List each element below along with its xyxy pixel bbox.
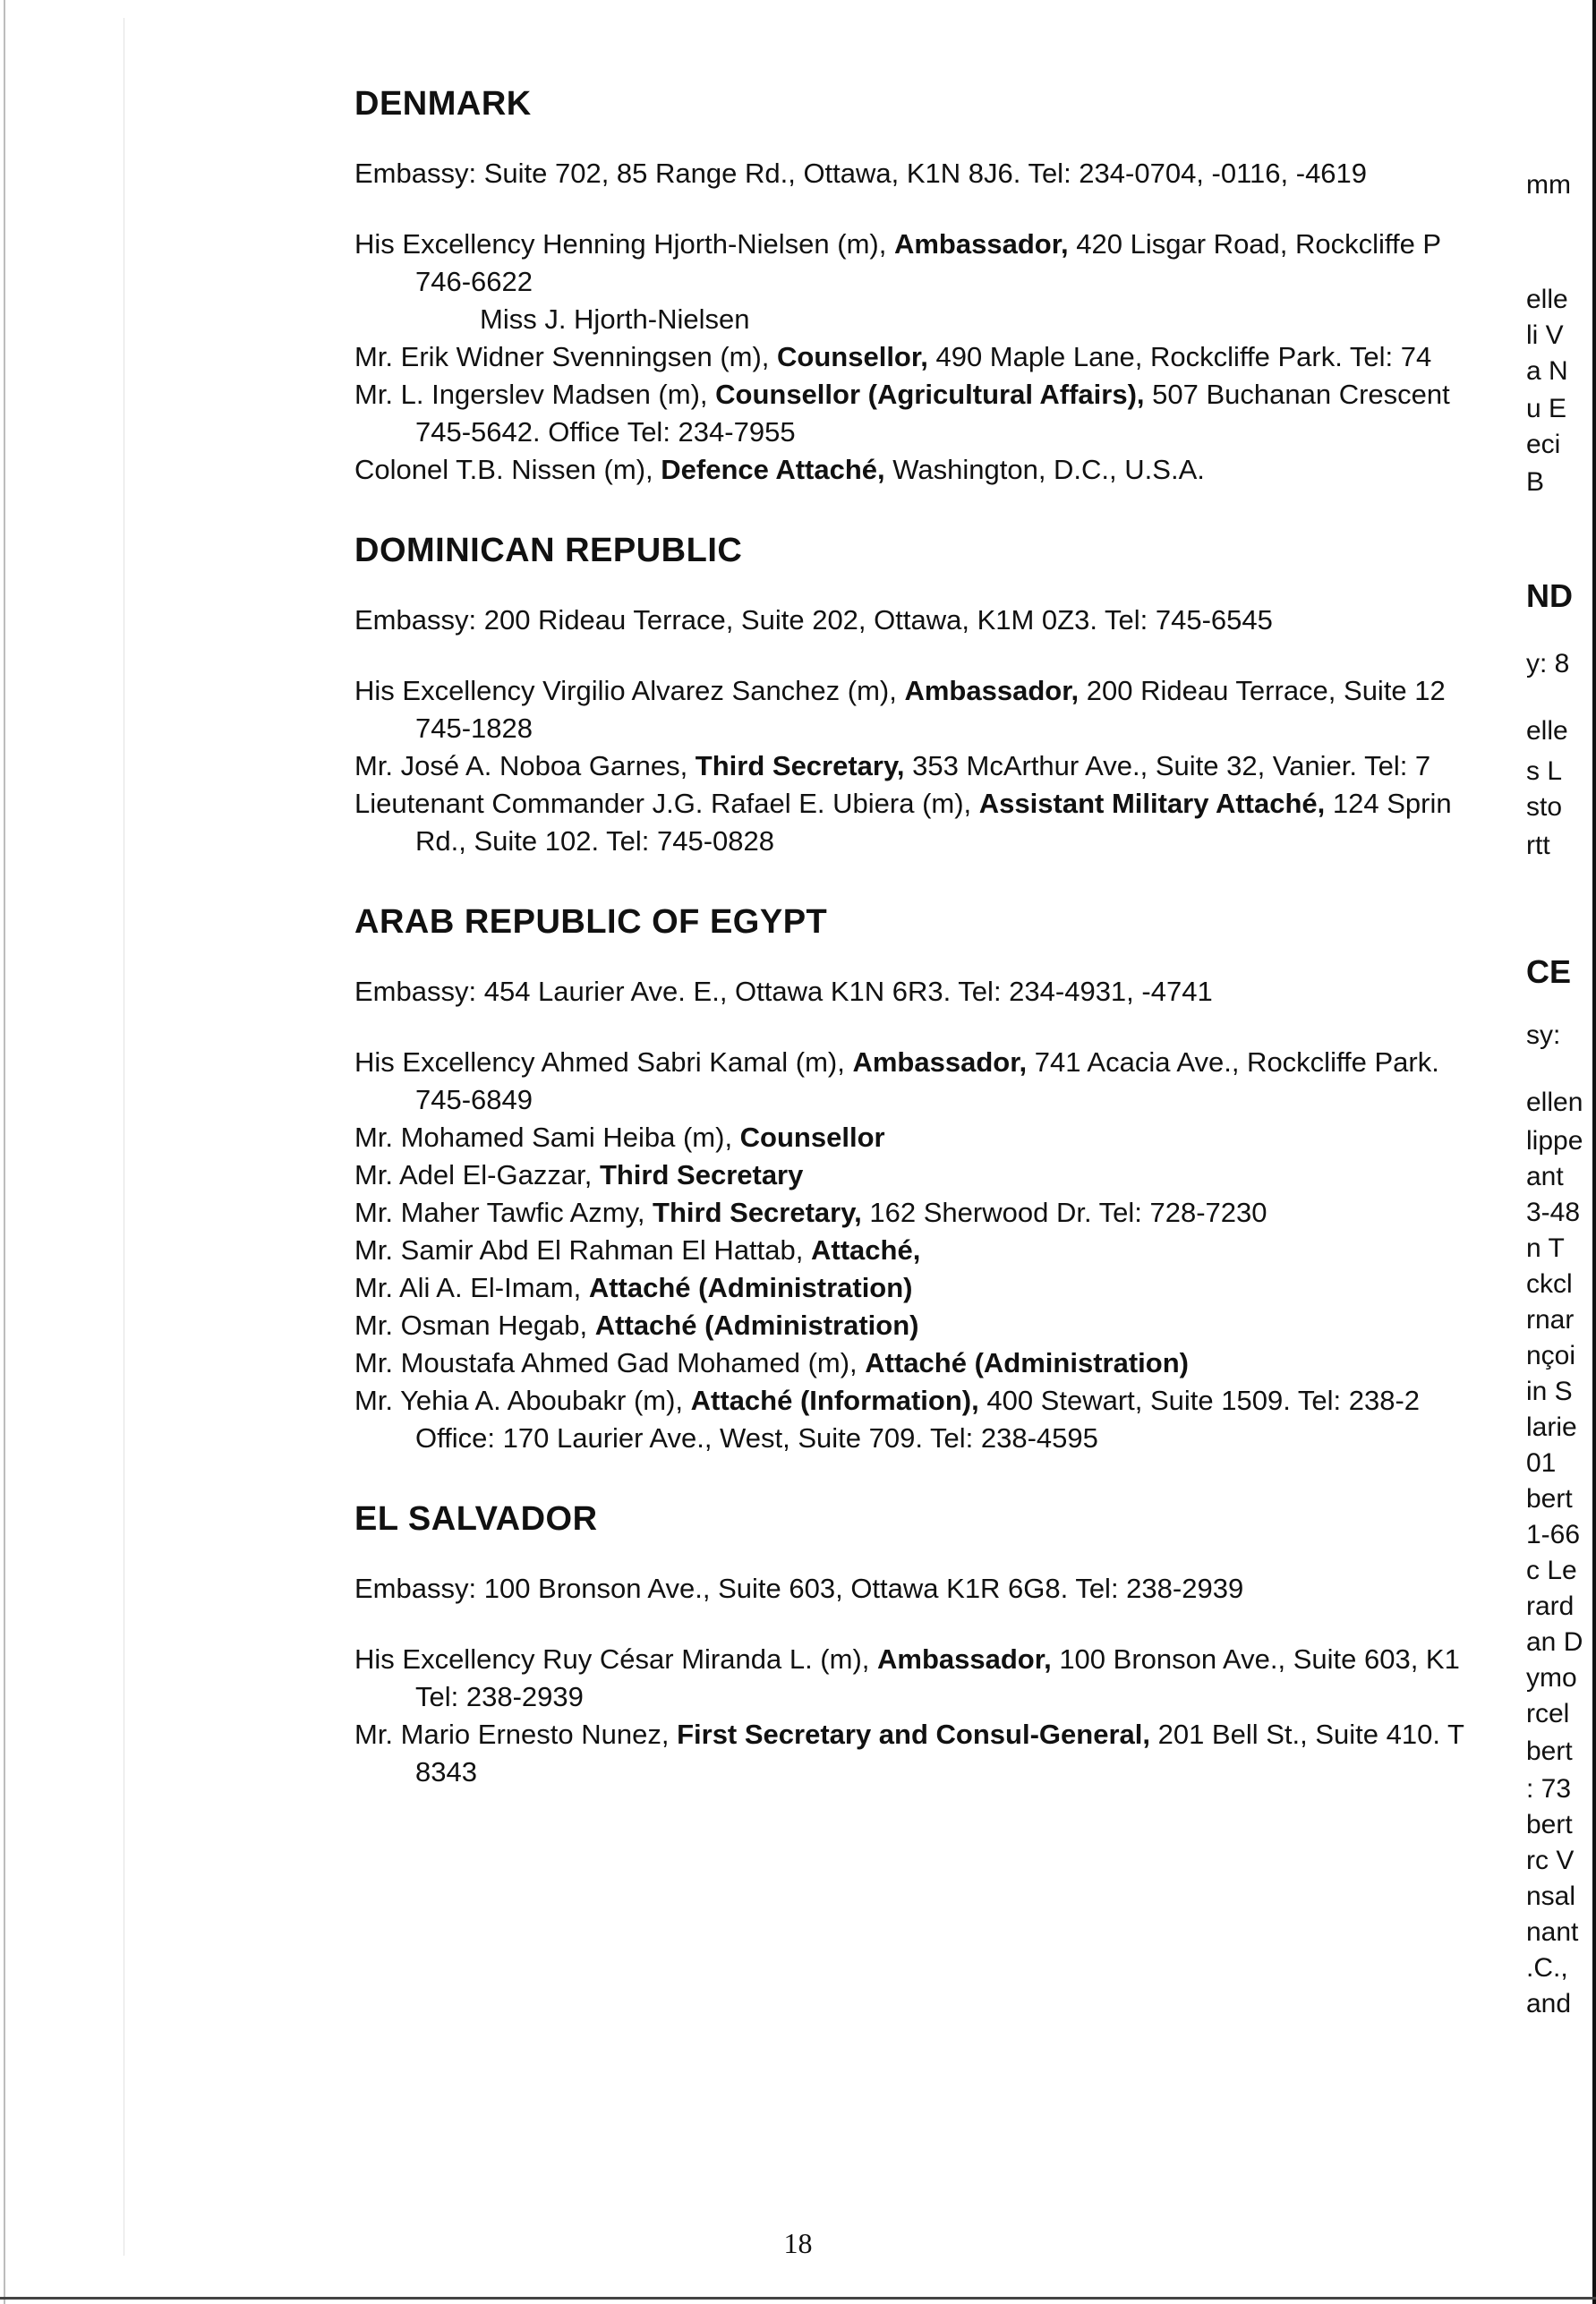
staff-list	[354, 1641, 1527, 1791]
staff-address: 200 Rideau Terrace, Suite 12	[1079, 675, 1446, 706]
bleed-fragment: eci	[1526, 430, 1561, 459]
bleed-fragment: li V	[1526, 320, 1564, 350]
staff-name: Mr. Mario Ernesto Nunez,	[354, 1719, 678, 1750]
staff-name: His Excellency Ahmed Sabri Kamal (m),	[354, 1046, 853, 1078]
staff-entry-line	[354, 1044, 1527, 1081]
staff-entry-line	[354, 1382, 1527, 1420]
staff-entry-line	[354, 451, 1527, 489]
staff-name: Mr. L. Ingerslev Madsen (m),	[354, 379, 716, 410]
staff-name: Mr. Yehia A. Aboubakr (m),	[354, 1385, 691, 1416]
staff-address: 353 McArthur Ave., Suite 32, Vanier. Tel: 7	[904, 750, 1431, 781]
staff-name: Mr. Erik Widner Svenningsen (m),	[354, 341, 778, 372]
staff-entry-line	[354, 1194, 1527, 1232]
staff-entry-line	[354, 1344, 1527, 1382]
staff-address: 741 Acacia Ave., Rockcliffe Park.	[1027, 1046, 1439, 1078]
staff-entry-line	[354, 414, 1527, 451]
bleed-fragment: rard	[1526, 1591, 1575, 1621]
bleed-fragment: sto	[1526, 792, 1563, 822]
embassy-address: Embassy: 100 Bronson Ave., Suite 603, Ottawa K1R 6G8. Tel: 238-2939	[354, 1573, 1244, 1604]
staff-entry-line	[354, 1754, 1527, 1791]
staff-title: Attaché,	[811, 1234, 921, 1266]
staff-entry-line	[354, 710, 1527, 747]
bleed-fragment: an D	[1526, 1627, 1583, 1657]
bleed-fragment: 3-48	[1526, 1198, 1581, 1227]
staff-title: Attaché (Information),	[690, 1385, 979, 1416]
bleed-fragment: in S	[1526, 1377, 1573, 1406]
bleed-fragment: sy:	[1526, 1020, 1561, 1050]
staff-title: Third Secretary	[599, 1159, 804, 1190]
staff-title: Attaché (Administration)	[865, 1347, 1189, 1378]
staff-entry-line	[354, 1678, 1527, 1716]
page-fold-bar	[1592, 0, 1596, 2304]
country-heading: ARAB REPUBLIC OF EGYPT	[354, 903, 828, 941]
staff-name: His Excellency Ruy César Miranda L. (m),	[354, 1643, 877, 1675]
staff-name: Mr. Mohamed Sami Heiba (m),	[354, 1122, 740, 1153]
staff-address: 201 Bell St., Suite 410. T	[1149, 1719, 1464, 1750]
staff-entry-line	[354, 1232, 1527, 1269]
country-heading: EL SALVADOR	[354, 1500, 598, 1538]
staff-name: Mr. Adel El-Gazzar,	[354, 1159, 600, 1190]
bleed-fragment: ant	[1526, 1162, 1564, 1191]
bleed-fragment: u E	[1526, 394, 1567, 423]
staff-name: Mr. José A. Noboa Garnes,	[354, 750, 696, 781]
staff-title: Ambassador,	[877, 1643, 1052, 1675]
staff-title: Third Secretary,	[653, 1197, 862, 1228]
staff-list	[354, 226, 1527, 489]
page-number: 18	[783, 2227, 813, 2259]
country-section	[354, 532, 1527, 860]
bleed-fragment: elle	[1526, 285, 1568, 314]
staff-title: Counsellor (Agricultural Affairs),	[715, 379, 1145, 410]
staff-title: Ambassador,	[904, 675, 1080, 706]
staff-name: His Excellency Henning Hjorth-Nielsen (m),	[354, 228, 894, 260]
bleed-fragment: nsal	[1526, 1882, 1576, 1911]
staff-entry-line	[354, 1307, 1527, 1344]
bleed-fragment: nçoi	[1526, 1341, 1576, 1370]
bleed-fragment: y: 8	[1526, 649, 1570, 678]
country-heading: DOMINICAN REPUBLIC	[354, 532, 743, 569]
bleed-fragment: lippe	[1526, 1126, 1583, 1156]
staff-title: Counsellor	[739, 1122, 885, 1153]
embassy-address: Embassy: Suite 702, 85 Range Rd., Ottawa, K1N 8J6. Tel: 234-0704, -0116, -4619	[354, 158, 1368, 189]
bleed-fragment: bert	[1526, 1737, 1573, 1766]
staff-address: 420 Lisgar Road, Rockcliffe P	[1068, 228, 1442, 260]
bleed-fragment: 01	[1526, 1448, 1557, 1478]
staff-name: Mr. Samir Abd El Rahman El Hattab,	[354, 1234, 811, 1266]
staff-name: 745-6849	[415, 1084, 533, 1115]
bleed-fragment: ellen	[1526, 1088, 1583, 1117]
staff-name: Colonel T.B. Nissen (m),	[354, 454, 661, 485]
staff-name: Tel: 238-2939	[415, 1681, 584, 1712]
bleed-fragment: 1-66	[1526, 1520, 1581, 1549]
bleed-fragment: rtt	[1526, 831, 1550, 860]
embassy-address: Embassy: 200 Rideau Terrace, Suite 202, Ottawa, K1M 0Z3. Tel: 745-6545	[354, 604, 1273, 636]
bleed-fragment: ckcl	[1526, 1269, 1573, 1299]
staff-title: Counsellor,	[777, 341, 928, 372]
bleed-fragment: elle	[1526, 716, 1568, 746]
country-section	[354, 1500, 1527, 1791]
bleed-fragment: n T	[1526, 1233, 1565, 1263]
staff-address: 507 Buchanan Crescent	[1144, 379, 1450, 410]
staff-entry-line	[354, 823, 1527, 860]
bleed-fragment: ymo	[1526, 1663, 1577, 1693]
staff-address: 490 Maple Lane, Rockcliffe Park. Tel: 74	[927, 341, 1432, 372]
staff-entry-line	[354, 1156, 1527, 1194]
staff-address: 400 Stewart, Suite 1509. Tel: 238-2	[978, 1385, 1421, 1416]
bleed-fragment: CE	[1526, 953, 1572, 990]
staff-address: 162 Sherwood Dr. Tel: 728-7230	[861, 1197, 1267, 1228]
bleed-fragment: larie	[1526, 1412, 1577, 1442]
staff-entry-line	[354, 1269, 1527, 1307]
staff-entry-line	[354, 1716, 1527, 1754]
bleed-fragment: bert	[1526, 1484, 1573, 1514]
staff-title: Assistant Military Attaché,	[978, 788, 1326, 819]
bleed-fragment: c Le	[1526, 1556, 1577, 1585]
country-section	[354, 85, 1527, 489]
staff-name: Mr. Ali A. El-Imam,	[354, 1272, 589, 1303]
staff-entry-line	[354, 785, 1527, 823]
bleed-fragment: .C.,	[1526, 1953, 1568, 1983]
staff-list	[354, 1044, 1527, 1457]
staff-name: Miss J. Hjorth-Nielsen	[480, 303, 750, 335]
staff-address: Washington, D.C., U.S.A.	[884, 454, 1205, 485]
diplomatic-list	[354, 85, 1527, 1834]
staff-title: First Secretary and Consul-General,	[677, 1719, 1150, 1750]
staff-name: Mr. Moustafa Ahmed Gad Mohamed (m),	[354, 1347, 866, 1378]
staff-name: Lieutenant Commander J.G. Rafael E. Ubiera (m),	[354, 788, 979, 819]
staff-entry-line	[354, 1420, 1527, 1457]
bleed-fragment: a N	[1526, 356, 1568, 386]
staff-entry-line	[354, 672, 1527, 710]
scan-edge-left	[4, 0, 5, 2304]
bleed-fragment: : 73	[1526, 1774, 1572, 1804]
staff-entry-line	[354, 301, 1527, 338]
staff-title: Ambassador,	[852, 1046, 1028, 1078]
staff-name: Mr. Maher Tawfic Azmy,	[354, 1197, 653, 1228]
staff-title: Attaché (Administration)	[588, 1272, 913, 1303]
staff-name: Rd., Suite 102. Tel: 745-0828	[415, 825, 774, 857]
staff-title: Attaché (Administration)	[594, 1310, 919, 1341]
bleed-fragment: B	[1526, 467, 1545, 497]
bleed-fragment: bert	[1526, 1810, 1573, 1839]
bleed-fragment: ND	[1526, 577, 1573, 614]
staff-name: 8343	[415, 1756, 477, 1788]
staff-title: Third Secretary,	[695, 750, 905, 781]
staff-entry-line	[354, 226, 1527, 263]
staff-name: 745-1828	[415, 713, 533, 744]
bleed-fragment: and	[1526, 1989, 1572, 2018]
bleed-fragment: s L	[1526, 756, 1563, 786]
staff-name: 745-5642. Office Tel: 234-7955	[415, 416, 796, 448]
staff-entry-line	[354, 747, 1527, 785]
bleed-fragment: rnar	[1526, 1305, 1575, 1335]
facing-page-bleed	[1526, 0, 1596, 2304]
staff-list	[354, 672, 1527, 860]
staff-entry-line	[354, 1119, 1527, 1156]
staff-title: Defence Attaché,	[661, 454, 885, 485]
staff-name: Office: 170 Laurier Ave., West, Suite 709. Tel: 238-4595	[415, 1422, 1098, 1454]
staff-address: 100 Bronson Ave., Suite 603, K1	[1051, 1643, 1460, 1675]
country-heading: DENMARK	[354, 85, 532, 123]
bleed-fragment: rc V	[1526, 1846, 1575, 1875]
country-section	[354, 903, 1527, 1457]
bleed-fragment: rcel	[1526, 1699, 1570, 1728]
staff-entry-line	[354, 1641, 1527, 1678]
staff-entry-line	[354, 263, 1527, 301]
staff-name: 746-6622	[415, 266, 533, 297]
staff-address: 124 Sprin	[1325, 788, 1452, 819]
staff-name: His Excellency Virgilio Alvarez Sanchez (m),	[354, 675, 905, 706]
staff-entry-line	[354, 376, 1527, 414]
staff-entry-line	[354, 1081, 1527, 1119]
bleed-fragment: mm	[1526, 170, 1571, 200]
scan-bottom-edge	[0, 2297, 1596, 2300]
staff-entry-line	[354, 338, 1527, 376]
embassy-address: Embassy: 454 Laurier Ave. E., Ottawa K1N 6R3. Tel: 234-4931, -4741	[354, 976, 1213, 1007]
staff-title: Ambassador,	[893, 228, 1069, 260]
staff-name: Mr. Osman Hegab,	[354, 1310, 595, 1341]
bleed-fragment: nant	[1526, 1917, 1579, 1947]
